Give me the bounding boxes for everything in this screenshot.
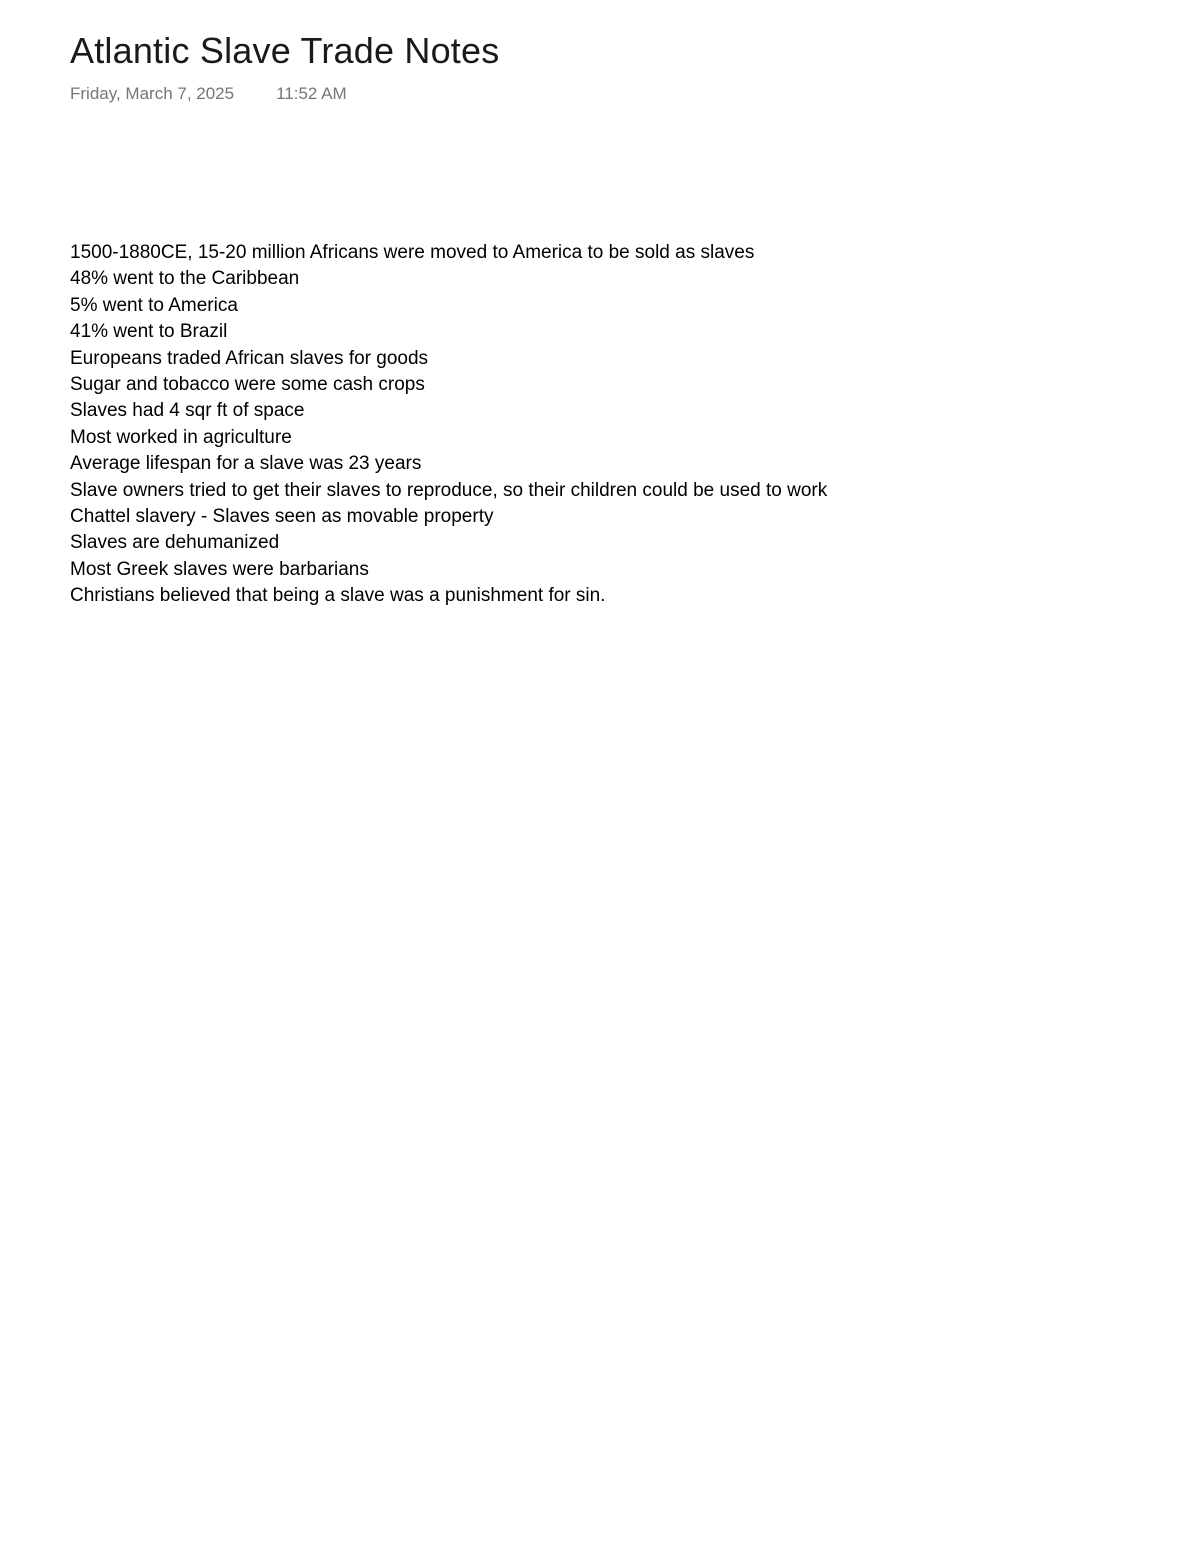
note-line: Christians believed that being a slave was a punishment for sin. — [70, 585, 606, 607]
note-line: 48% went to the Caribbean — [70, 268, 300, 290]
note-timestamp — [70, 84, 347, 104]
note-line: 41% went to Brazil — [70, 321, 228, 343]
note-line: Slaves are dehumanized — [70, 532, 280, 554]
note-line: 1500-1880CE, 15-20 million Africans were moved to America to be sold as slaves — [70, 242, 755, 263]
note-line: Slaves had 4 sqr ft of space — [70, 400, 305, 422]
note-line: Most worked in agriculture — [70, 426, 292, 448]
note-date: Friday, March 7, 2025 — [70, 84, 235, 103]
note-line: 5% went to America — [70, 294, 238, 316]
note-body[interactable] — [70, 240, 1130, 610]
note-line: Most Greek slaves were barbarians — [70, 558, 369, 580]
note-line: Slave owners tried to get their slaves to reproduce, so their children could be used to work — [70, 479, 828, 501]
note-title: Atlantic Slave Trade Notes — [70, 30, 500, 71]
note-line: Europeans traded African slaves for goods — [70, 347, 429, 369]
note-line: Average lifespan for a slave was 23 years — [70, 453, 422, 475]
note-time: 11:52 AM — [276, 84, 347, 103]
note-line: Sugar and tobacco were some cash crops — [70, 374, 425, 396]
note-line: Chattel slavery - Slaves seen as movable property — [70, 506, 494, 528]
